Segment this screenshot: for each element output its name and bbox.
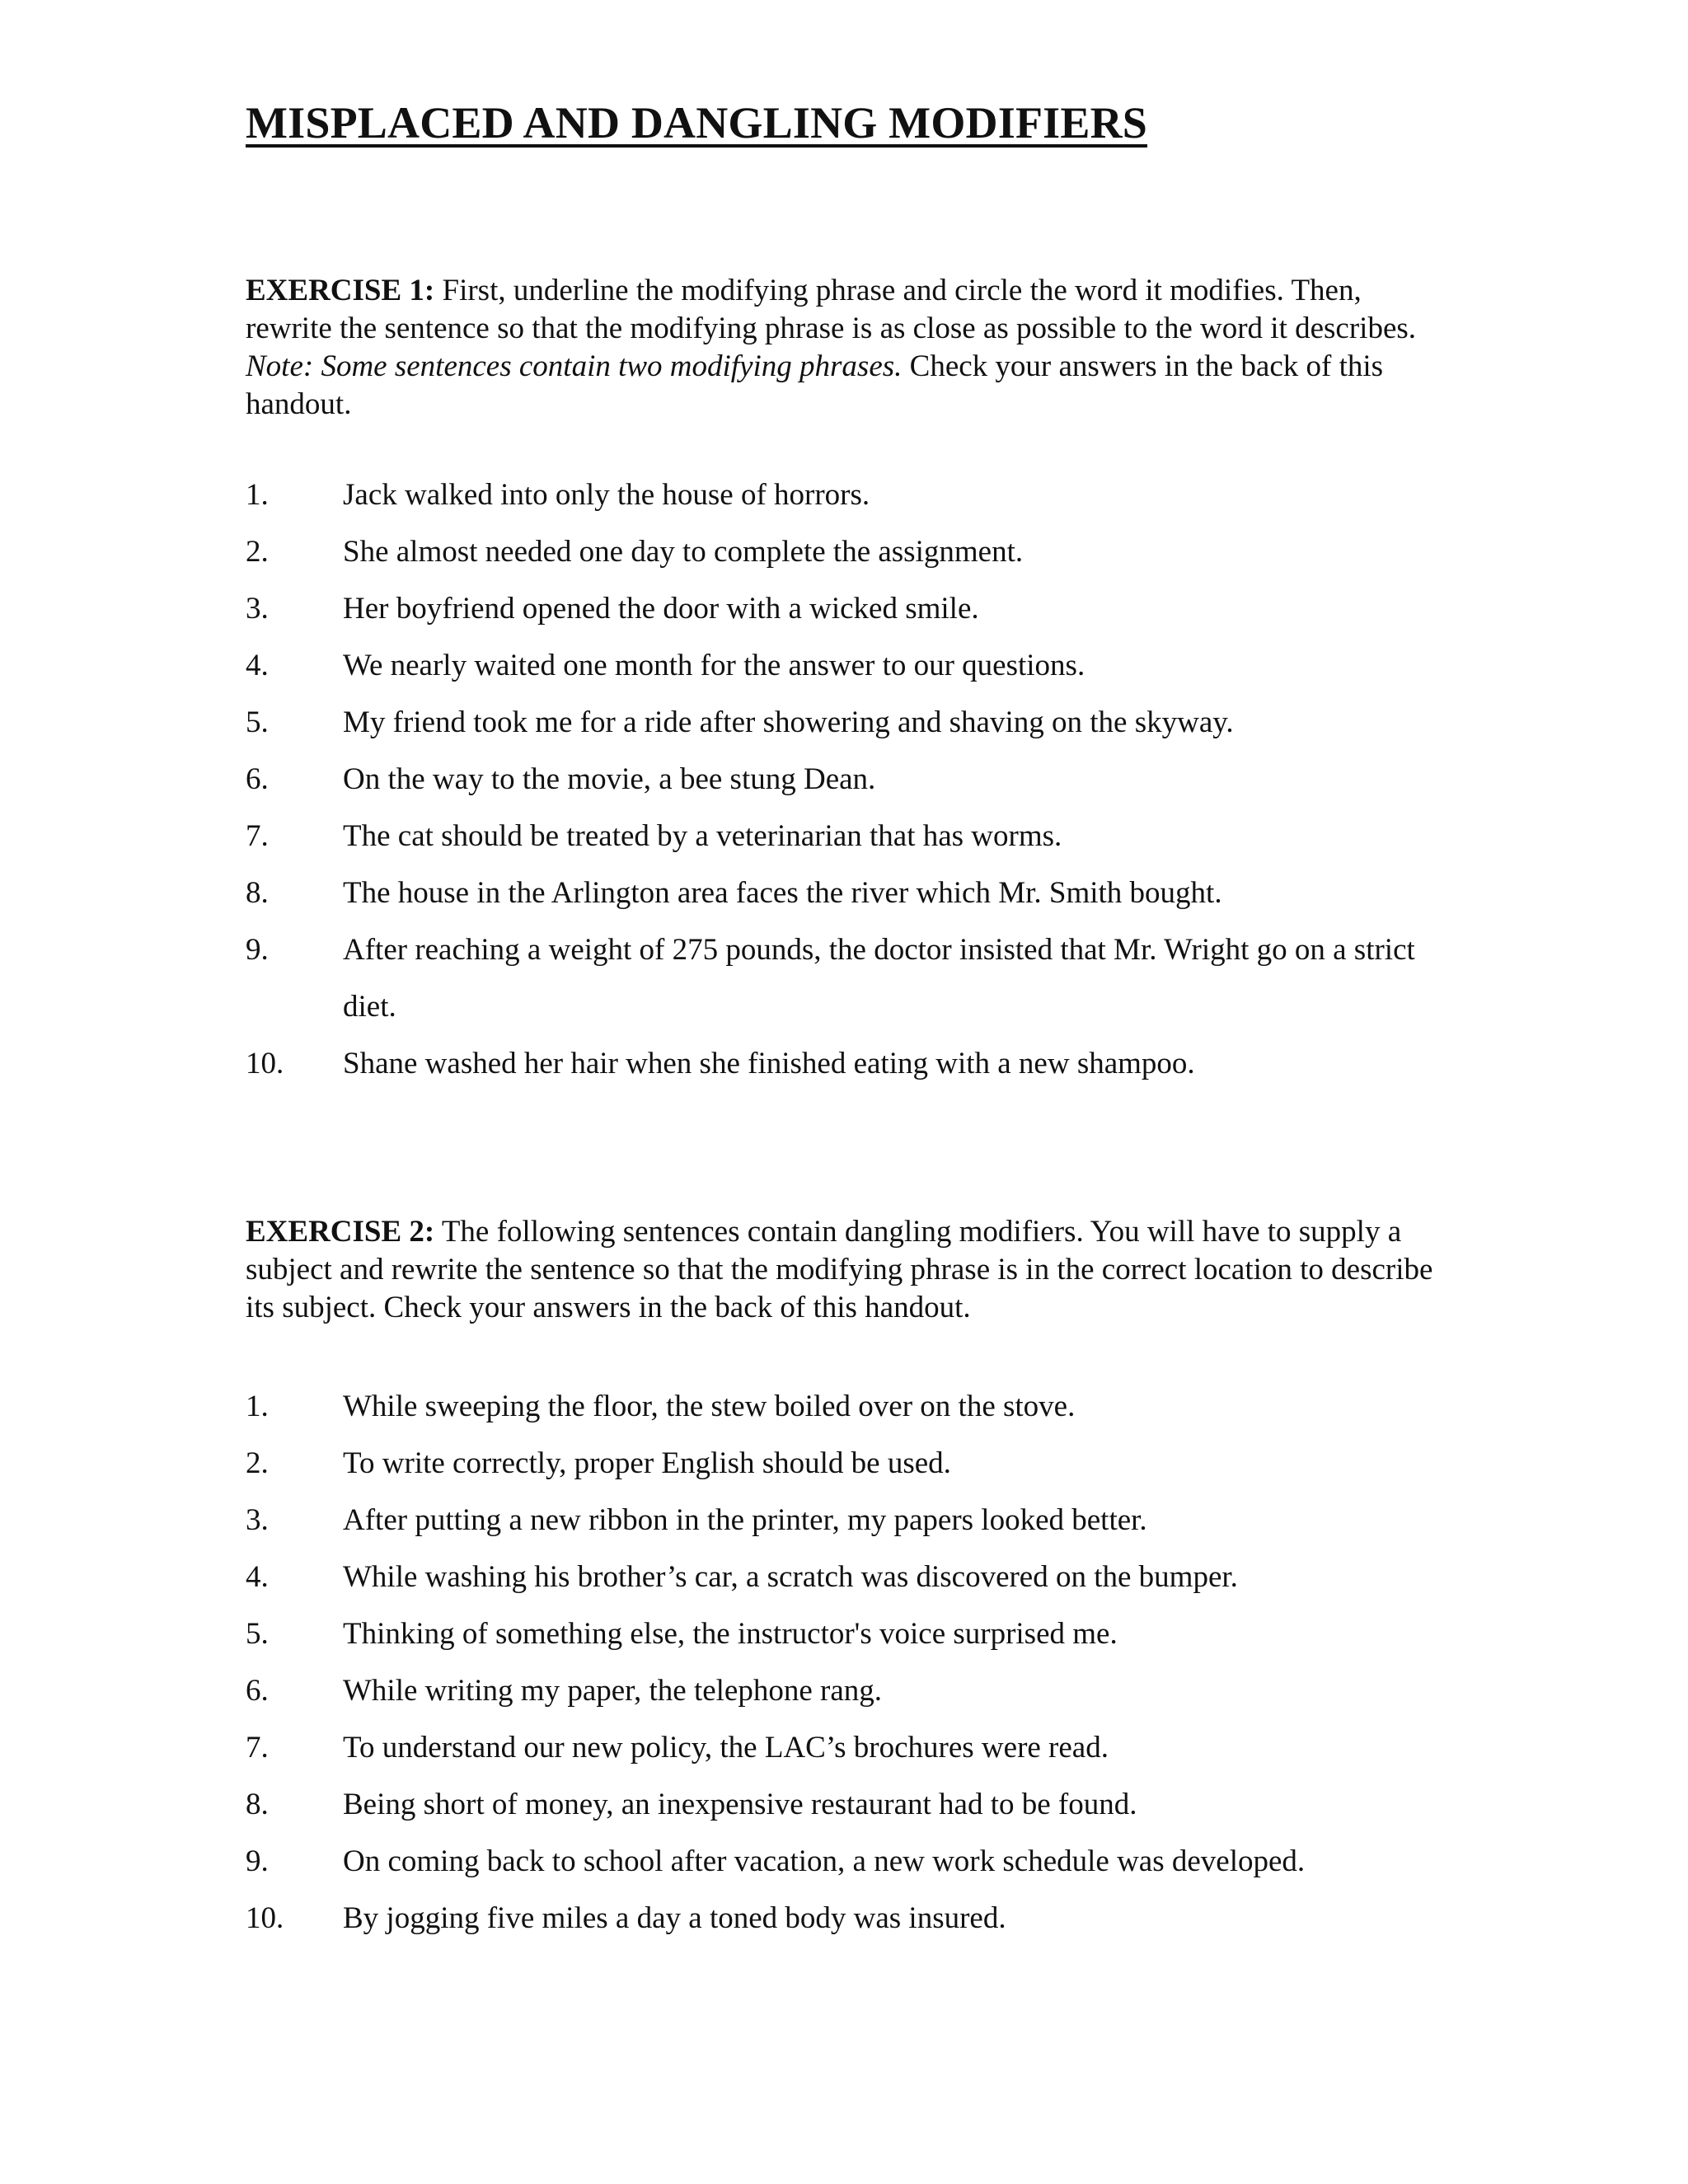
exercise-1-item (246, 751, 1441, 808)
item-number: 3. (246, 1503, 269, 1537)
item-number: 1. (246, 1390, 269, 1423)
item-number: 9. (246, 1844, 269, 1878)
exercise-1-item (246, 466, 1441, 523)
exercise-2-item (246, 1662, 1441, 1719)
item-sentence: Thinking of something else, the instructor's voice surprised me. (343, 1617, 1118, 1651)
item-sentence: Being short of money, an inexpensive restaurant had to be found. (343, 1788, 1137, 1821)
item-sentence: The house in the Arlington area faces the river which Mr. Smith bought. (343, 876, 1222, 910)
exercise-2-item (246, 1890, 1441, 1947)
exercise-2-instructions-text: The following sentences contain dangling modifiers. You will have to supply a subject and rewrite the sentence so that the modifying phrase is in the correct location to describe its subject. Check your answers in the back of this handout. (246, 1215, 1433, 1324)
exercise-2-label: EXERCISE 2: (246, 1215, 435, 1249)
item-number: 7. (246, 1731, 269, 1765)
item-sentence: After putting a new ribbon in the printer, my papers looked better. (343, 1503, 1147, 1537)
item-sentence: By jogging five miles a day a toned body was insured. (343, 1901, 1006, 1935)
exercise-2-item (246, 1378, 1441, 1435)
item-sentence: Jack walked into only the house of horrors. (343, 478, 870, 512)
item-number: 6. (246, 762, 269, 796)
item-sentence: We nearly waited one month for the answer to our questions. (343, 649, 1085, 682)
exercise-2-item (246, 1833, 1441, 1890)
exercise-1-note: Note: Some sentences contain two modifying phrases. (246, 349, 903, 383)
item-sentence: The cat should be treated by a veterinarian that has worms. (343, 819, 1062, 853)
exercise-1-item (246, 580, 1441, 637)
exercise-1-item (246, 808, 1441, 865)
item-number: 6. (246, 1674, 269, 1708)
item-number: 10. (246, 1047, 284, 1080)
item-number: 4. (246, 1560, 269, 1594)
exercise-2-item (246, 1719, 1441, 1776)
item-number: 10. (246, 1901, 284, 1935)
exercise-2-list (246, 1378, 1441, 1947)
exercise-1-item (246, 694, 1441, 751)
exercise-1-list (246, 466, 1441, 1092)
item-sentence: While sweeping the floor, the stew boiled over on the stove. (343, 1390, 1076, 1423)
item-sentence: On coming back to school after vacation, a new work schedule was developed. (343, 1844, 1306, 1878)
item-number: 5. (246, 705, 269, 739)
item-sentence: She almost needed one day to complete the assignment. (343, 535, 1024, 569)
exercise-2-item (246, 1605, 1441, 1662)
item-sentence: Shane washed her hair when she finished eating with a new shampoo. (343, 1047, 1195, 1080)
exercise-1-item (246, 1035, 1441, 1092)
exercise-1-item (246, 865, 1441, 921)
exercise-1-label: EXERCISE 1: (246, 274, 435, 307)
exercise-1-item (246, 637, 1441, 694)
item-number: 1. (246, 478, 269, 512)
exercise-1-instructions (246, 272, 1441, 424)
item-number: 4. (246, 649, 269, 682)
item-number: 2. (246, 1446, 269, 1480)
exercise-2-item (246, 1549, 1441, 1605)
exercise-1-item (246, 523, 1441, 580)
item-number: 2. (246, 535, 269, 569)
item-number: 8. (246, 1788, 269, 1821)
item-sentence: On the way to the movie, a bee stung Dean. (343, 762, 876, 796)
item-sentence: After reaching a weight of 275 pounds, the doctor insisted that Mr. Wright go on a strict diet. (343, 933, 1415, 1024)
item-number: 8. (246, 876, 269, 910)
item-number: 9. (246, 933, 269, 967)
exercise-1-instructions-text-end: Check your answers in the back of this handout. (246, 349, 1384, 421)
item-number: 5. (246, 1617, 269, 1651)
page-title: MISPLACED AND DANGLING MODIFIERS (246, 98, 1147, 148)
exercise-2-item (246, 1776, 1441, 1833)
item-sentence: Her boyfriend opened the door with a wicked smile. (343, 592, 979, 626)
exercise-2-item (246, 1435, 1441, 1492)
exercise-2-item (246, 1492, 1441, 1549)
exercise-1-instructions-text: First, underline the modifying phrase and circle the word it modifies. Then, rewrite the sentence so that the modifying phrase is as close as possible to the word it describes. (246, 274, 1417, 345)
item-sentence: My friend took me for a ride after showering and shaving on the skyway. (343, 705, 1234, 739)
item-sentence: To write correctly, proper English should be used. (343, 1446, 951, 1480)
item-sentence: While washing his brother’s car, a scratch was discovered on the bumper. (343, 1560, 1238, 1594)
exercise-1-item (246, 921, 1441, 1035)
item-number: 3. (246, 592, 269, 626)
item-sentence: While writing my paper, the telephone rang. (343, 1674, 883, 1708)
exercise-2-instructions (246, 1213, 1441, 1327)
item-number: 7. (246, 819, 269, 853)
item-sentence: To understand our new policy, the LAC’s brochures were read. (343, 1731, 1109, 1765)
